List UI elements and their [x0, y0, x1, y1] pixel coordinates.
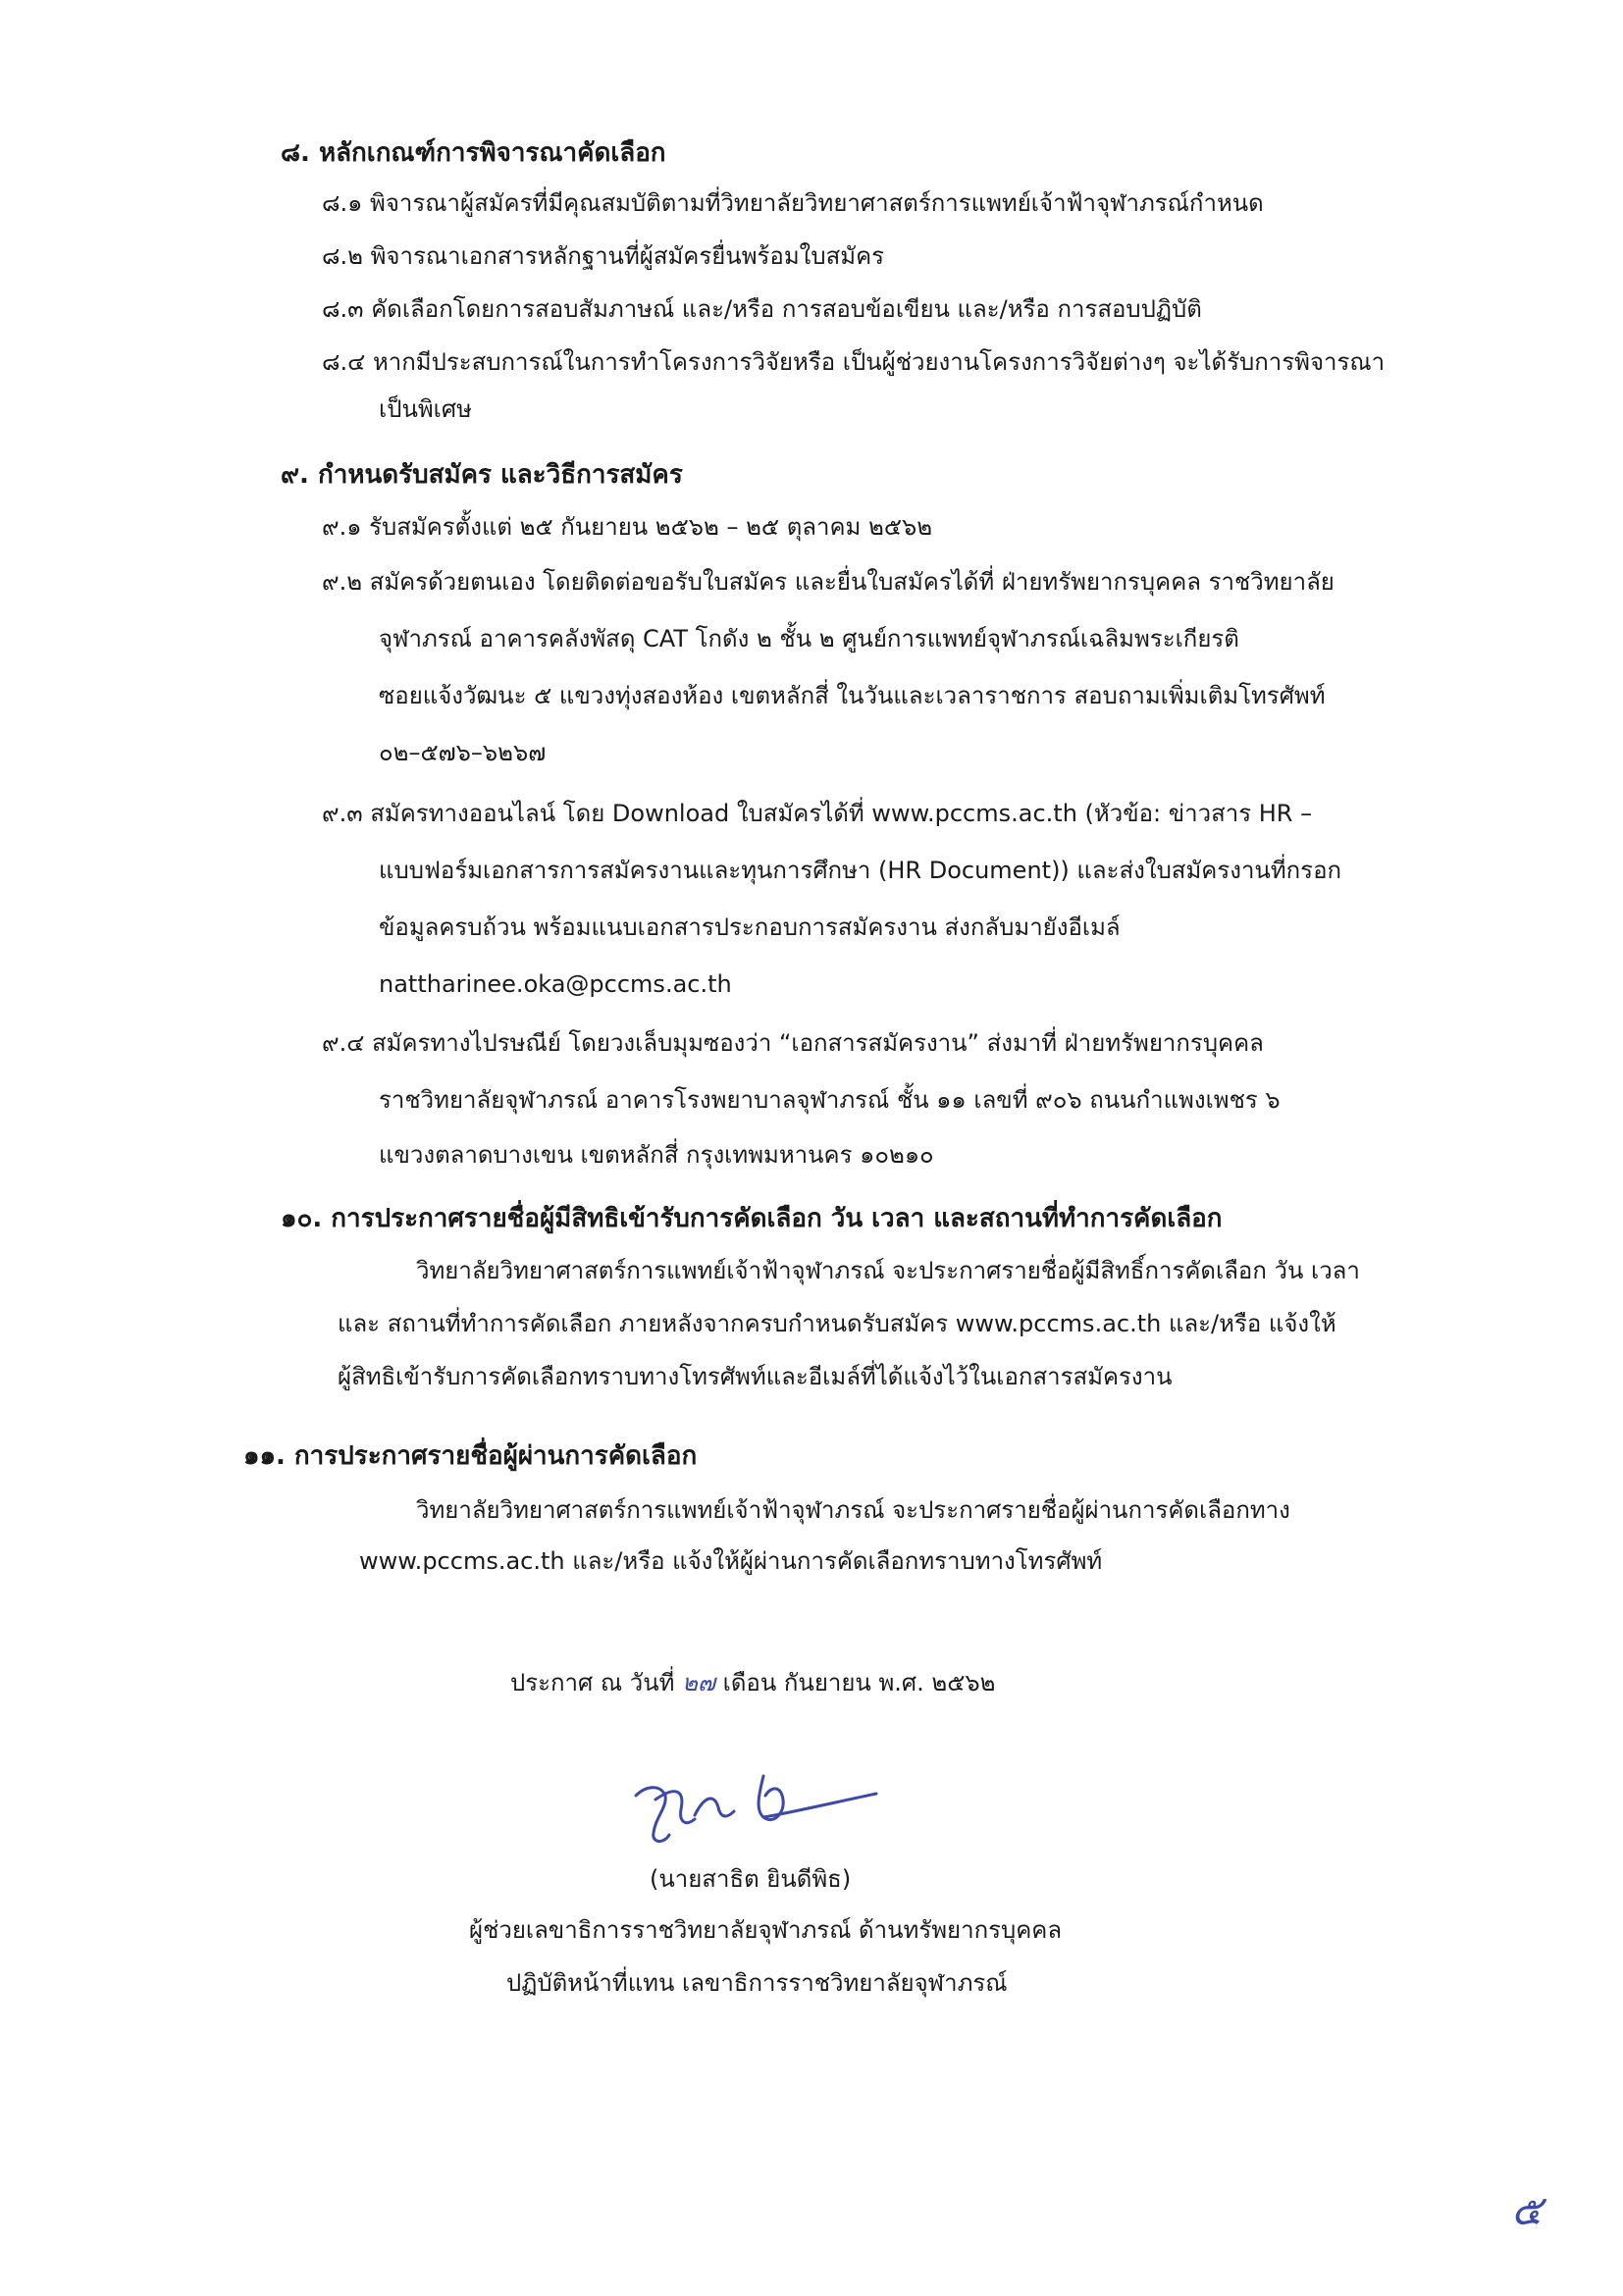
signer-position-2: ปฏิบัติหน้าที่แทน เลขาธิการราชวิทยาลัยจุฬาภรณ์ — [506, 1969, 1008, 1997]
signer-name: (นายสาธิต ยินดีพิธ) — [650, 1865, 852, 1893]
section-10-title: ๑๐. การประกาศรายชื่อผู้มีสิทธิเข้ารับการคัดเลือก วัน เวลา และสถานที่ทำการคัดเลือก — [281, 1204, 1223, 1233]
section-11-line-1: วิทยาลัยวิทยาศาสตร์การแพทย์เจ้าฟ้าจุฬาภรณ์ จะประกาศรายชื่อผู้ผ่านการคัดเลือกทาง — [416, 1496, 1290, 1524]
section-8-title: ๘. หลักเกณฑ์การพิจารณาคัดเลือก — [281, 138, 666, 168]
item-text: คัดเลือกโดยการสอบสัมภาษณ์ และ/หรือ การสอบข้อเขียน และ/หรือ การสอบปฏิบัติ — [371, 295, 1202, 323]
item-9-3-line-3: ข้อมูลครบถ้วน พร้อมแนบเอกสารประกอบการสมัครงาน ส่งกลับมายังอีเมล์ — [379, 913, 1121, 941]
item-number: ๘.๒ — [322, 242, 363, 270]
item-number: ๘.๓ — [322, 295, 364, 323]
item-9-2-line-2: จุฬาภรณ์ อาคารคลังพัสดุ CAT โกดัง ๒ ชั้น ๒ ศูนย์การแพทย์จุฬาภรณ์เฉลิมพระเกียรติ — [379, 625, 1239, 652]
item-9-4-line-2: ราชวิทยาลัยจุฬาภรณ์ อาคารโรงพยาบาลจุฬาภรณ์ ชั้น ๑๑ เลขที่ ๙๐๖ ถนนกำแพงเพชร ๖ — [379, 1086, 1281, 1114]
item-number: ๙.๔ — [322, 1029, 365, 1057]
section-9-title: ๙. กำหนดรับสมัคร และวิธีการสมัคร — [281, 460, 683, 490]
item-text: สมัครทางไปรษณีย์ โดยวงเล็บมุมซองว่า “เอกสารสมัครงาน” ส่งมาที่ ฝ่ายทรัพยากรบุคคล — [372, 1029, 1264, 1057]
item-9-2-line-3: ซอยแจ้งวัฒนะ ๕ แขวงทุ่งสองห้อง เขตหลักสี่ ในวันและเวลาราชการ สอบถามเพิ่มเติมโทรศัพท์ — [379, 682, 1326, 709]
section-11-title: ๑๑. การประกาศรายชื่อผู้ผ่านการคัดเลือก — [243, 1441, 698, 1471]
item-text: สมัครทางออนไลน์ โดย Download ใบสมัครได้ที่ www.pccms.ac.th (หัวข้อ: ข่าวสาร HR – — [370, 800, 1313, 827]
item-9-1 — [322, 510, 932, 544]
section-10-line-1: วิทยาลัยวิทยาศาสตร์การแพทย์เจ้าฟ้าจุฬาภรณ์ จะประกาศรายชื่อผู้มีสิทธิ์การคัดเลือก วัน เวลา — [416, 1257, 1360, 1284]
item-number: ๙.๒ — [322, 568, 363, 596]
item-text: พิจารณาผู้สมัครที่มีคุณสมบัติตามที่วิทยาลัยวิทยาศาสตร์การแพทย์เจ้าฟ้าจุฬาภรณ์กำหนด — [370, 189, 1264, 217]
item-text: สมัครด้วยตนเอง โดยติดต่อขอรับใบสมัคร และยื่นใบสมัครได้ที่ ฝ่ายทรัพยากรบุคคล ราชวิทยาลัย — [369, 568, 1335, 596]
item-number: ๘.๑ — [322, 189, 363, 217]
announce-suffix: เดือน กันยายน พ.ศ. ๒๕๖๒ — [722, 1669, 996, 1696]
item-8-1 — [322, 186, 1264, 220]
section-10-line-2: และ สถานที่ทำการคัดเลือก ภายหลังจากครบกำหนดรับสมัคร www.pccms.ac.th และ/หรือ แจ้งให้ — [338, 1310, 1336, 1337]
announce-day: ๒๗ — [682, 1669, 715, 1696]
item-9-3-email: nattharinee.oka@pccms.ac.th — [379, 970, 732, 998]
item-8-2 — [322, 239, 884, 273]
announce-prefix: ประกาศ ณ วันที่ — [510, 1669, 675, 1696]
item-number: ๙.๓ — [322, 800, 363, 827]
page-number: ๕ — [1511, 2186, 1543, 2234]
item-8-4-continuation: เป็นพิเศษ — [379, 395, 472, 423]
item-8-3 — [322, 292, 1202, 326]
item-9-2-line-4: ๐๒–๕๗๖–๖๒๖๗ — [379, 739, 547, 766]
item-8-4 — [322, 345, 1385, 379]
item-9-4-line-3: แขวงตลาดบางเขน เขตหลักสี่ กรุงเทพมหานคร ๑๐๒๑๐ — [379, 1141, 934, 1169]
item-9-3-line-2: แบบฟอร์มเอกสารการสมัครงานและทุนการศึกษา (HR Document)) และส่งใบสมัครงานที่กรอก — [379, 857, 1342, 884]
item-text: รับสมัครตั้งแต่ ๒๕ กันยายน ๒๕๖๒ – ๒๕ ตุลาคม ๒๕๖๒ — [369, 513, 933, 541]
announce-date — [510, 1666, 995, 1699]
item-9-4 — [322, 1026, 1264, 1060]
item-9-2 — [322, 565, 1335, 599]
page-number-mark — [1511, 2178, 1543, 2243]
item-text: พิจารณาเอกสารหลักฐานที่ผู้สมัครยื่นพร้อมใบสมัคร — [370, 242, 885, 270]
section-10-line-3: ผู้สิทธิเข้ารับการคัดเลือกทราบทางโทรศัพท์และอีเมล์ที่ได้แจ้งไว้ในเอกสารสมัครงาน — [338, 1363, 1173, 1390]
handwritten-signature — [616, 1756, 891, 1854]
item-number: ๘.๔ — [322, 348, 366, 376]
section-11-line-2: www.pccms.ac.th และ/หรือ แจ้งให้ผู้ผ่านการคัดเลือกทราบทางโทรศัพท์ — [359, 1547, 1103, 1575]
item-number: ๙.๑ — [322, 513, 362, 541]
item-9-3 — [322, 797, 1312, 830]
signer-position-1: ผู้ช่วยเลขาธิการราชวิทยาลัยจุฬาภรณ์ ด้านทรัพยากรบุคคล — [469, 1916, 1063, 1944]
item-text: หากมีประสบการณ์ในการทำโครงการวิจัยหรือ เป็นผู้ช่วยงานโครงการวิจัยต่างๆ จะได้รับการพิจารณา — [372, 348, 1386, 376]
